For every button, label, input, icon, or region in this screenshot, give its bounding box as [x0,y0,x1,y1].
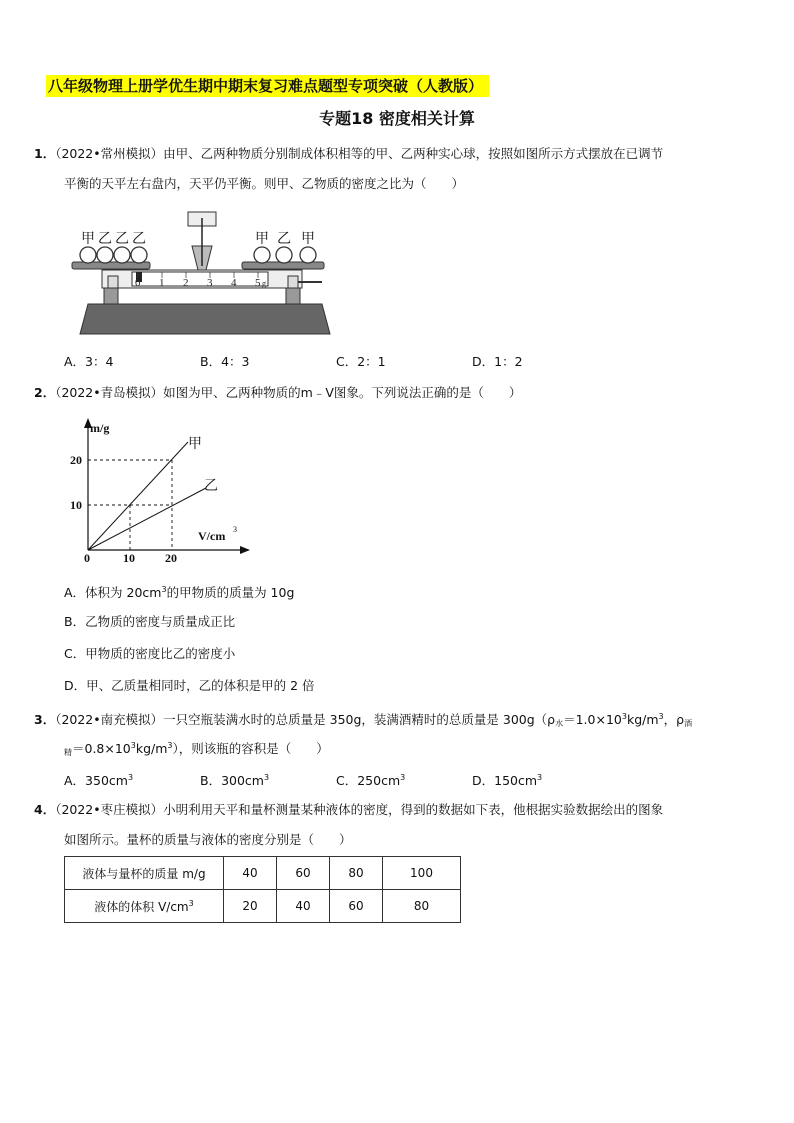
table-cell: 40 [224,857,277,890]
right-ball-label-3: 甲 [301,231,315,247]
q3-option-c: C．$250cm^3$ [336,773,406,789]
scale-tick-4: 4 [231,277,237,289]
header-banner: 八年级物理上册学优生期中期末复习难点题型专项突破（人教版） [46,75,489,97]
q2-option-d: D．甲、乙质量相同时，乙的体积是甲的 2 倍 [64,678,315,693]
question-2: 2．（2022•青岛模拟）如图为甲、乙两种物质的m﹣V图象。下列说法正确的是（ ） [34,385,522,400]
x-tick-20: 20 [165,551,177,565]
q1-option-b: B．4：3 [200,354,250,369]
table-row [65,890,461,923]
y-axis-label: m/g [90,421,110,435]
y-tick-20: 20 [70,453,82,467]
left-ball-label-4: 乙 [132,231,146,247]
table-cell: 40 [277,890,330,923]
q1-option-c: C．2：1 [336,354,386,369]
q2-option-a: A．体积为 $20cm^3$的甲物质的质量为 10g [64,585,295,601]
table-row [65,857,461,890]
q3-option-a: A．$350cm^3$ [64,773,134,789]
scale-tick-0: 0 [135,277,141,289]
origin-label: 0 [84,551,90,565]
series-yi-label: 乙 [204,479,218,494]
left-ball-label-2: 乙 [98,231,112,247]
question-3-line1: 3．（2022•南充模拟）一只空瓶装满水时的总质量是 350g，装满酒精时的总质量是 $300g(\rho_水=1.0\times 10^3kg/m^3$，$\rho_酒$ [34,712,693,729]
m-v-graph [66,414,256,566]
x-axis-label-sup: 3 [233,525,237,534]
right-ball-label-2: 乙 [277,231,291,247]
series-jia-label: 甲 [188,437,202,452]
question-1-line1: 1．（2022•常州模拟）由甲、乙两种物质分别制成体积相等的甲、乙两种实心球，按照如图所示方式摆放在已调节 [34,146,664,161]
table-cell: 100 [383,857,461,890]
q2-option-b: B．乙物质的密度与质量成正比 [64,614,236,629]
scale-tick-3: 3 [207,277,213,289]
table-cell: 80 [330,857,383,890]
table-cell: 80 [383,890,461,923]
table-cell: 60 [277,857,330,890]
q3-option-b: B．$300cm^3$ [200,773,270,789]
x-axis-label: V/cm [198,529,226,543]
left-ball-label-1: 甲 [81,231,95,247]
question-1-line2: 平衡的天平左右盘内，天平仍平衡。则甲、乙物质的密度之比为（ ） [64,176,465,191]
scale-tick-1: 1 [159,277,165,289]
balance-figure [66,206,336,338]
data-table [64,856,461,923]
question-4-line1: 4．（2022•枣庄模拟）小明利用天平和量杯测量某种液体的密度，得到的数据如下表，他根据实验数据绘出的图象 [34,802,664,817]
question-3-line2: $_精=0.8\times 10^3kg/m^3$），则该瓶的容积是（ ） [64,741,329,758]
table-cell: 20 [224,890,277,923]
series-jia-line [88,442,188,550]
page-title: 专题18 密度相关计算 [319,109,475,128]
q3-option-d: D．$150cm^3$ [472,773,543,789]
left-ball-label-3: 乙 [115,231,129,247]
scale-tick-5: 5 [255,277,261,289]
scale-unit: g [262,279,266,288]
table-row-label: 液体的体积 $V/cm^3$ [65,890,224,923]
q1-option-d: D．1：2 [472,354,523,369]
table-cell: 60 [330,890,383,923]
question-4-line2: 如图所示。量杯的质量与液体的密度分别是（ ） [64,832,352,847]
right-ball-label-1: 甲 [255,231,269,247]
table-row-label: 液体与量杯的质量 m/g [65,857,224,890]
scale-tick-2: 2 [183,277,189,289]
x-tick-10: 10 [123,551,135,565]
series-yi-line [88,488,206,550]
q2-option-c: C．甲物质的密度比乙的密度小 [64,646,236,661]
y-tick-10: 10 [70,498,82,512]
q1-option-a: A．3：4 [64,354,114,369]
